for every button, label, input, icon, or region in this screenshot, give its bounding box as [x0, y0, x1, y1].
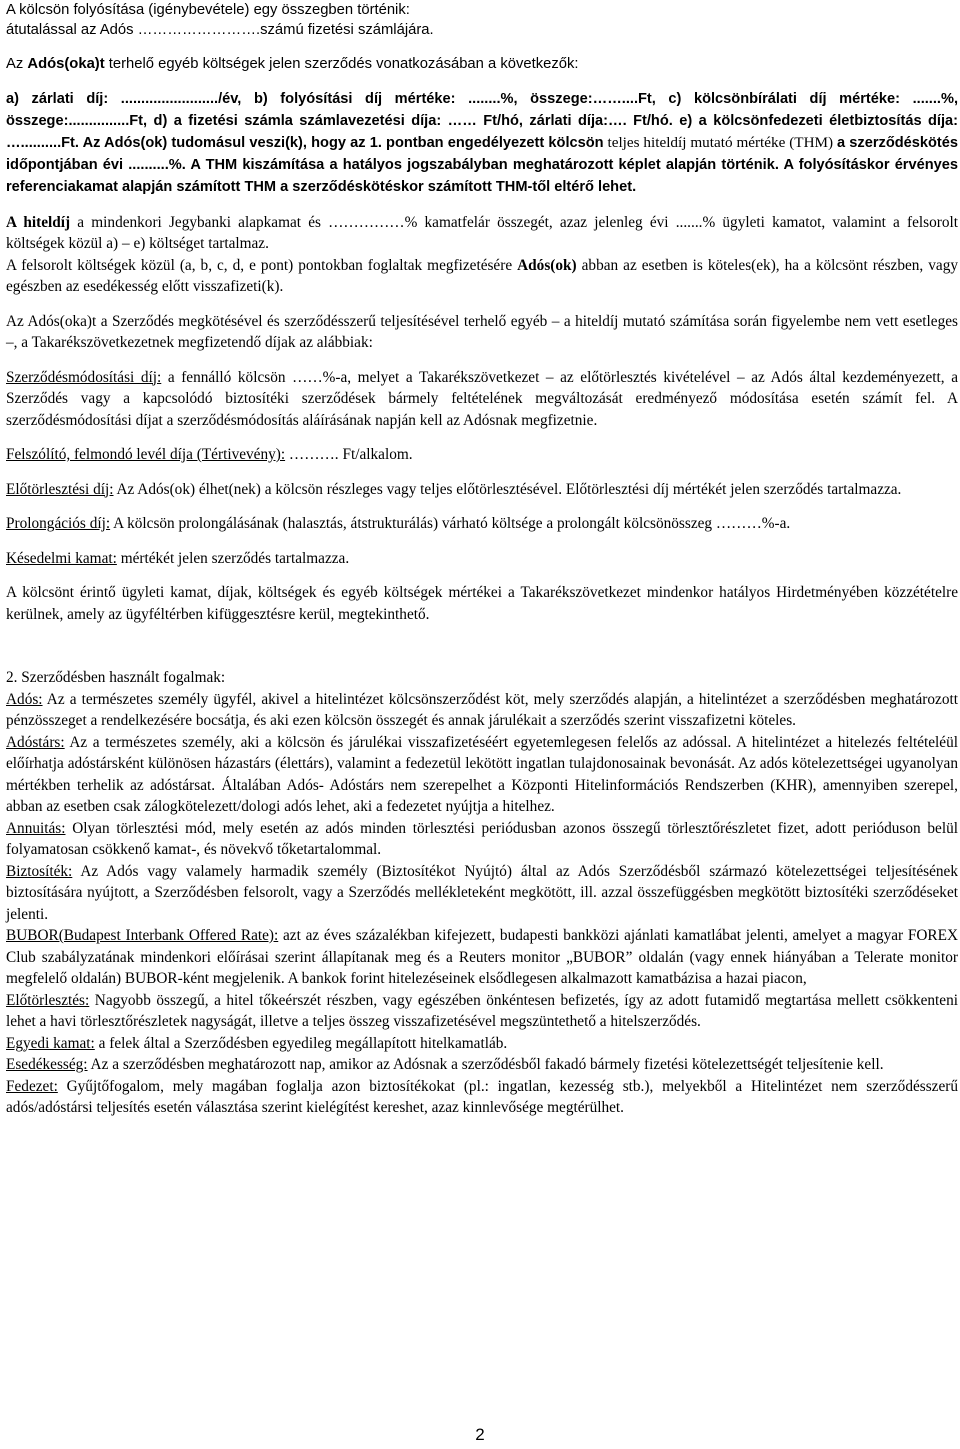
- definition-item: [6, 689, 958, 732]
- definition-text: azt az éves százalékban kifejezett, budapesti bankközi ajánlati kamatlábat jelenti, amelyet a magyar FOREX Club szabályzatának mindenkori előírásai szerint állapítanak meg és a Reuters monitor „BUBOR” oldalán (vagy ennek hiányában a Telerate monitor megfelelő oldalán) BUBOR-ként megjelenik. A bankok forint hitelezéseinek elsődlegesen alkalmazott kamatbázisa a hazai piacon,: [6, 927, 959, 987]
- costs-normal-part: teljes hiteldíj mutató mértéke (THM): [603, 133, 838, 151]
- fee-kesedelmi: Késedelmi kamat: mértékét jelen szerződés tartalmazza.: [6, 549, 350, 567]
- fee-felszolito: Felszólító, felmondó levél díja (Tértivevény): ………. Ft/alkalom.: [6, 446, 413, 463]
- definition-term: Biztosíték:: [6, 862, 73, 880]
- costs-bold-part-1: a) zárlati díj: ......................../év, b) folyósítási díj mértéke: ........%, összege:……....Ft, c) kölcsönbírálati díj mértéke: .......%, összege:...............Ft, d) a fizetési számla számlavezetési díja: …… Ft/hó, zárlati díja:…. Ft/hó. e) a kölcsönfedezeti életbiztosítás díja: …..........Ft. Az Adós(ok) tudomásul veszi(k), hogy az 1. pontban engedélyezett kölcsön: [6, 90, 958, 151]
- costs-heading: Az Adós(oka)t terhelő egyéb költségek jelen szerződés vonatkozásában a következők:: [6, 56, 579, 72]
- costs-heading-bold: Adós(oka)t: [27, 56, 105, 72]
- hirdetmeny-paragraph: A kölcsönt érintő ügyleti kamat, díjak, költségek és egyéb költségek mértékei a Takarékszövetkezet mindenkor hatályos Hirdetményében közzétételre kerülnek, amely az ügyféltérben kifüggesztésre kerül, megtekinthető.: [6, 584, 958, 623]
- definition-item: [6, 732, 958, 818]
- definitions-list: [6, 689, 958, 1119]
- definitions-heading: 2. Szerződésben használt fogalmak:: [6, 669, 226, 686]
- definition-text: Az a szerződésben meghatározott nap, amikor az Adósnak a szerződésből fakadó bármely fizetési kötelezettségét teljesítenie kell.: [87, 1056, 884, 1073]
- other-fees-intro: Az Adós(oka)t a Szerződés megkötésével és szerződésszerű teljesítésével terhelő egyéb – a hiteldíj mutató számítása során figyelembe nem vett esetleges –, a Takarékszövetkezetnek megfizetendő díjak az alábbiak:: [6, 312, 958, 351]
- felsorolt-paragraph: A felsorolt költségek közül (a, b, c, d, e pont) pontokban foglaltak megfizetésére Adós(ok) abban az esetben is köteles(ek), ha a kölcsönt részben, vagy egészben az esedékesség előtt visszafizeti(k).: [6, 256, 958, 295]
- definition-text: Nagyobb összegű, a hitel tőkeérszét részben, vagy egészében önkéntesen befizetés, így az adott futamidő megtartása mellett csökkenteni lehet a havi törlesztőrészletek nagyságát, illetve a teljes összeg visszafizetésével megszüntethető a hitelszerződés.: [6, 991, 958, 1030]
- definition-term: BUBOR(Budapest Interbank Offered Rate):: [6, 927, 279, 944]
- definition-term: Fedezet:: [6, 1077, 58, 1095]
- hiteldij-paragraph: A hiteldíj a mindenkori Jegybanki alapkamat és ……………% kamatfelár összegét, azaz jelenleg évi .......% ügyleti kamatot, valamint a felsorolt költségek közül a) – e) költséget tartalmaz.: [6, 213, 958, 252]
- fee-label: Előtörlesztési díj:: [6, 480, 114, 498]
- definition-item: [6, 861, 958, 926]
- definition-text: Olyan törlesztési mód, mely esetén az adós minden törlesztési periódusban azonos összegű törlesztőrészletet fizet, adott perióduson belül folyamatosan csökkenő kamat-, és növekvő tőketartalommal.: [6, 819, 958, 858]
- definition-term: Előtörlesztés:: [6, 991, 90, 1009]
- disbursement-line-1: A kölcsön folyósítása (igénybevétele) egy összegben történik:: [6, 2, 410, 18]
- definition-text: Az a természetes személy, aki a kölcsön és járulékai visszafizetéséért egyetemlegesen felelős az adóssal. A hitelintézet a hitelezés feltételéül előírhatja adóstársként különösen házastárs (élettárs), valamint a fedezetül lekötött ingatlan tulajdonosainak bevonását. Az adós kötelezettségei ugyanolyan mértékben terhelik az adóstársat. Általában Adós- Adóstárs nem szerepelhet a Központi Hitelinformációs Rendszerben (KHR), amennyiben szerepel, abban az esetben csak zálogkötelezett/dologi adós lehet, aki a fedezetet nyújtja a hitelhez.: [6, 733, 958, 815]
- document-page: [6, 0, 958, 1119]
- definition-term: Esedékesség:: [6, 1056, 88, 1073]
- fee-elotorlesztesi: Előtörlesztési díj: Az Adós(ok) élhet(nek) a kölcsön részleges vagy teljes előtörlesztésével. Előtörlesztési díj mértékét jelen szerződés tartalmazza.: [6, 480, 902, 498]
- definition-text: Gyűjtőfogalom, mely magában foglalja azon biztosítékokat (pl.: ingatlan, kezesség stb.), melyekből a Hitelintézet nem szerződésszerű adós/adóstársi teljesítés esetén választása szerint kielégítést kereshet, azaz kinnlevősége megtérülhet.: [6, 1077, 958, 1116]
- definition-term: Adóstárs:: [6, 733, 65, 751]
- definition-text: a felek által a Szerződésben egyedileg megállapított hitelkamatláb.: [94, 1034, 508, 1052]
- fee-label: Késedelmi kamat:: [6, 549, 117, 567]
- fee-label: Szerződésmódosítási díj:: [6, 368, 162, 386]
- fee-label: Felszólító, felmondó levél díja (Tértivevény):: [6, 446, 286, 463]
- fee-label: Prolongációs díj:: [6, 515, 111, 532]
- fee-prolongacios: Prolongációs díj: A kölcsön prolongálásának (halasztás, átstrukturálás) várható költsége a prolongált kölcsönösszeg ………%-a.: [6, 515, 791, 532]
- hiteldij-label: A hiteldíj: [6, 213, 71, 231]
- definition-text: Az a természetes személy ügyfél, akivel a hitelintézet kölcsönszerződést köt, mely szerződés alapján, a hitelintézet a szerződésben meghatározott pénzösszeget a rendelkezésére bocsátja, és aki ezen kölcsön összegét és annak járulékait a szerződés szerint visszafizetni köteles.: [6, 690, 958, 729]
- definition-term: Annuitás:: [6, 819, 66, 837]
- disbursement-intro: [6, 0, 958, 40]
- definition-item: [6, 818, 958, 861]
- costs-paragraph: [6, 88, 958, 198]
- definition-item: [6, 925, 958, 990]
- disbursement-line-2: átutalással az Adós …………………….számú fizetési számlájára.: [6, 22, 434, 38]
- definition-item: [6, 1033, 958, 1055]
- definition-text: Az Adós vagy valamely harmadik személy (Biztosítékot Nyújtó) által az Adós Szerződésből származó kötelezettségei teljesítésének biztosítására nyújtott, a Szerződésben felsorolt, vagy a Szerződés mellékleteként megkötött, ill. azzal összefüggésben megkötött biztosítéki szerződéseket jelenti.: [6, 862, 958, 923]
- fee-szerzodesmodositas: Szerződésmódosítási díj: a fennálló kölcsön ……%-a, melyet a Takarékszövetkezet – az előtörlesztés kivételével – az Adós által kezdeményezett, a Szerződés vagy a kapcsolódó biztosítéki szerződések bármely feltételének megváltozását eredményező módosítása esetén számít fel. A szerződésmódosítási díjat a szerződésmódosítás aláírásának napján kell az Adósnak megfizetnie.: [6, 368, 958, 429]
- definition-item: [6, 1076, 958, 1119]
- definition-item: [6, 990, 958, 1033]
- felsorolt-bold: Adós(ok): [517, 256, 577, 274]
- costs-bold-part-2: a szerződéskötés időpontjában évi ..........%. A THM kiszámítása a hatályos jogszabályban meghatározott képlet alapján történik. A folyósításkor érvényes referenciakamat alapján számított THM a szerződéskötéskor számított THM-től eltérő lehet.: [6, 134, 958, 195]
- definition-term: Adós:: [6, 690, 43, 708]
- definition-term: Egyedi kamat:: [6, 1034, 95, 1052]
- definition-item: [6, 1054, 958, 1076]
- page-number: 2: [475, 1425, 485, 1444]
